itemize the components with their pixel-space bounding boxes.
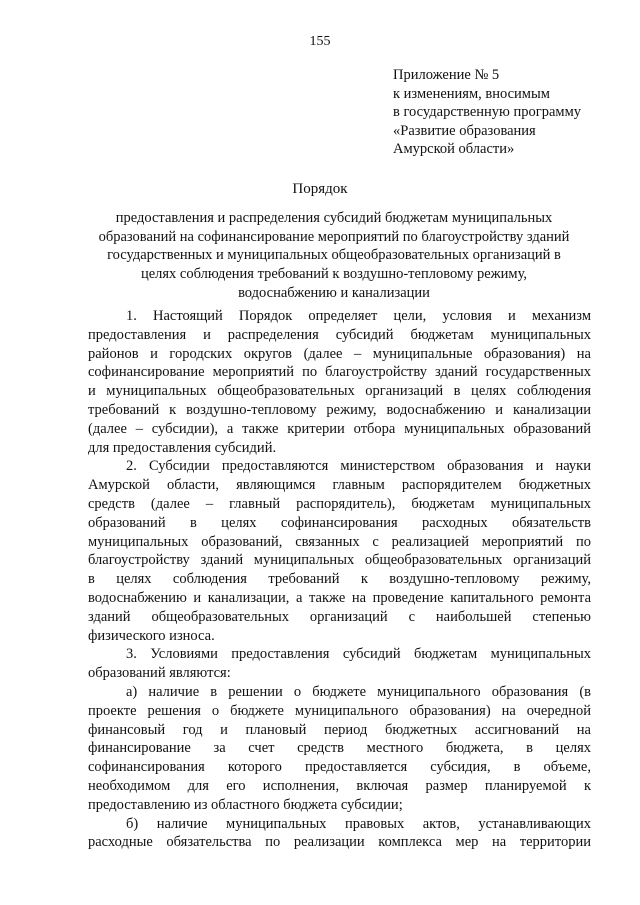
annex-line: Приложение № 5 <box>393 67 500 83</box>
paragraph <box>88 815 591 853</box>
paragraph-line: Амурской области, являющимся главным распорядителем бюджетных <box>88 477 591 494</box>
paragraph-line: предоставлению из областного бюджета субсидии; <box>88 796 403 813</box>
paragraph-line: б) наличие муниципальных правовых актов, устанавливающих <box>126 815 591 832</box>
paragraph-line: физического износа. <box>88 627 215 644</box>
paragraph <box>88 307 591 457</box>
paragraph-line: образований в целях софинансирования расходных обязательств <box>88 514 591 531</box>
paragraph-line: финансирование за счет средств местного бюджета, в целях <box>88 740 591 757</box>
annex-line: Амурской области» <box>393 141 515 157</box>
page-number: 155 <box>309 34 331 49</box>
paragraph-line: а) наличие в решении о бюджете муниципального образования (в <box>126 683 591 700</box>
paragraph <box>88 683 591 815</box>
paragraph-line: средств (далее – главный распорядитель), бюджетам муниципальных <box>88 495 591 512</box>
paragraph-line: 2. Субсидии предоставляются министерством образования и науки <box>126 458 591 475</box>
paragraph-line: проекте решения о бюджете муниципального образования) на очередной <box>88 702 591 719</box>
document-subtitle <box>84 209 584 303</box>
paragraph-line: требований к воздушно-тепловому режиму, водоснабжению и канализации <box>88 401 591 418</box>
document-body <box>88 307 591 852</box>
paragraph-line: 1. Настоящий Порядок определяет цели, условия и механизм <box>126 308 591 324</box>
paragraph-line: водоснабжению и канализации, а также на проведение капитального ремонта <box>88 589 591 606</box>
paragraph-line: в целях соблюдения требований к воздушно-тепловому режиму, <box>88 571 591 588</box>
paragraph-line: районов и городских округов (далее – муниципальные образования) на <box>88 345 591 362</box>
paragraph-line: 3. Условиями предоставления субсидий бюджетам муниципальных <box>126 646 591 663</box>
subtitle-line: образований на софинансирование мероприятий по благоустройству зданий <box>98 228 570 245</box>
paragraph-line: зданий общеобразовательных организаций с наибольшей степенью <box>88 608 591 625</box>
subtitle-line: государственных и муниципальных общеобразовательных организаций в <box>107 247 561 264</box>
paragraph <box>88 645 591 683</box>
paragraph-line: (далее – субсидии), а также критерии отбора муниципальных образований <box>88 420 591 437</box>
paragraph-line: благоустройству зданий муниципальных общеобразовательных организаций <box>88 552 591 569</box>
subtitle-line: целях соблюдения требований к воздушно-тепловому режиму, <box>140 266 528 283</box>
paragraph <box>88 457 591 645</box>
paragraph-line: для предоставления субсидий. <box>88 439 277 456</box>
paragraph-line: муниципальных образований, связанных с реализацией мероприятий по <box>88 533 591 550</box>
paragraph-line: финансовый год и плановый период бюджетных ассигнований на <box>88 721 591 738</box>
annex-reference <box>393 66 633 159</box>
paragraph-line: и муниципальных общеобразовательных организаций в целях соблюдения <box>88 383 591 400</box>
paragraph-line: образований являются: <box>88 665 231 682</box>
document-title: Порядок <box>292 181 348 197</box>
subtitle-line: водоснабжению и канализации <box>238 284 430 301</box>
paragraph-line: софинансирования которого предоставляется субсидия, в объеме, <box>88 759 591 776</box>
paragraph-line: расходные обязательства по реализации комплекса мер на территории <box>88 834 591 851</box>
paragraph-line: необходимом для его исполнения, включая размер планируемой к <box>88 777 591 794</box>
annex-line: к изменениям, вносимым <box>393 85 550 102</box>
annex-line: «Развитие образования <box>393 122 536 139</box>
annex-line: в государственную программу <box>393 104 582 120</box>
paragraph-line: предоставления и распределения субсидий бюджетам муниципальных <box>88 326 591 343</box>
subtitle-line: предоставления и распределения субсидий бюджетам муниципальных <box>115 210 553 226</box>
paragraph-line: софинансирование мероприятий по благоустройству зданий государственных <box>88 364 591 381</box>
